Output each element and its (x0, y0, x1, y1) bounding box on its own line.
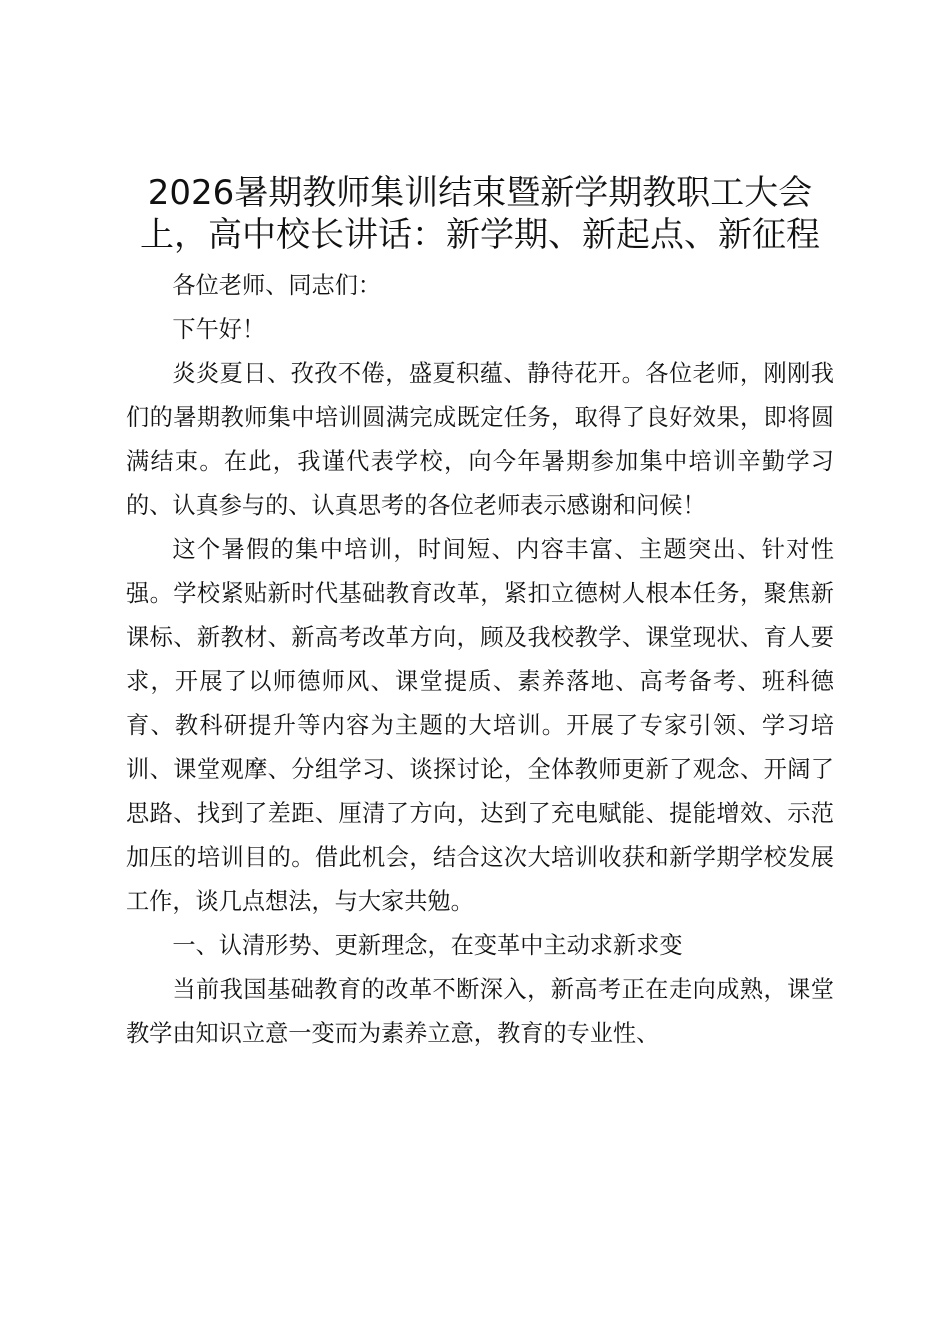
body-paragraph-3: 当前我国基础教育的改革不断深入，新高考正在走向成熟，课堂教学由知识立意一变而为素养立意，教育的专业性、 (126, 976, 834, 1047)
section-heading-1: 一、认清形势、更新理念，在变革中主动求新求变 (172, 932, 683, 959)
body-paragraph-1: 炎炎夏日、孜孜不倦，盛夏积蕴、静待花开。各位老师，刚刚我们的暑期教师集中培训圆满完成既定任务，取得了良好效果，即将圆满结束。在此，我谨代表学校，向今年暑期参加集中培训辛勤学习的、认真参与的、认真思考的各位老师表示感谢和问候！ (126, 360, 834, 519)
body-paragraph-2: 这个暑假的集中培训，时间短、内容丰富、主题突出、针对性强。学校紧贴新时代基础教育改革，紧扣立德树人根本任务，聚焦新课标、新教材、新高考改革方向，顾及我校教学、课堂现状、育人要求，开展了以师德师风、课堂提质、素养落地、高考备考、班科德育、教科研提升等内容为主题的大培训。开展了专家引领、学习培训、课堂观摩、分组学习、谈探讨论，全体教师更新了观念、开阔了思路、找到了差距、厘清了方向，达到了充电赋能、提能增效、示范加压的培训目的。借此机会，结合这次大培训收获和新学期学校发展工作，谈几点想法，与大家共勉。 (126, 536, 834, 915)
salutation: 各位老师、同志们： (172, 272, 382, 299)
document-page (126, 172, 834, 1056)
document-title: 2026暑期教师集训结束暨新学期教职工大会 上，高中校长讲话：新学期、新起点、新征程 (140, 173, 820, 255)
greeting: 下午好！ (172, 316, 266, 343)
